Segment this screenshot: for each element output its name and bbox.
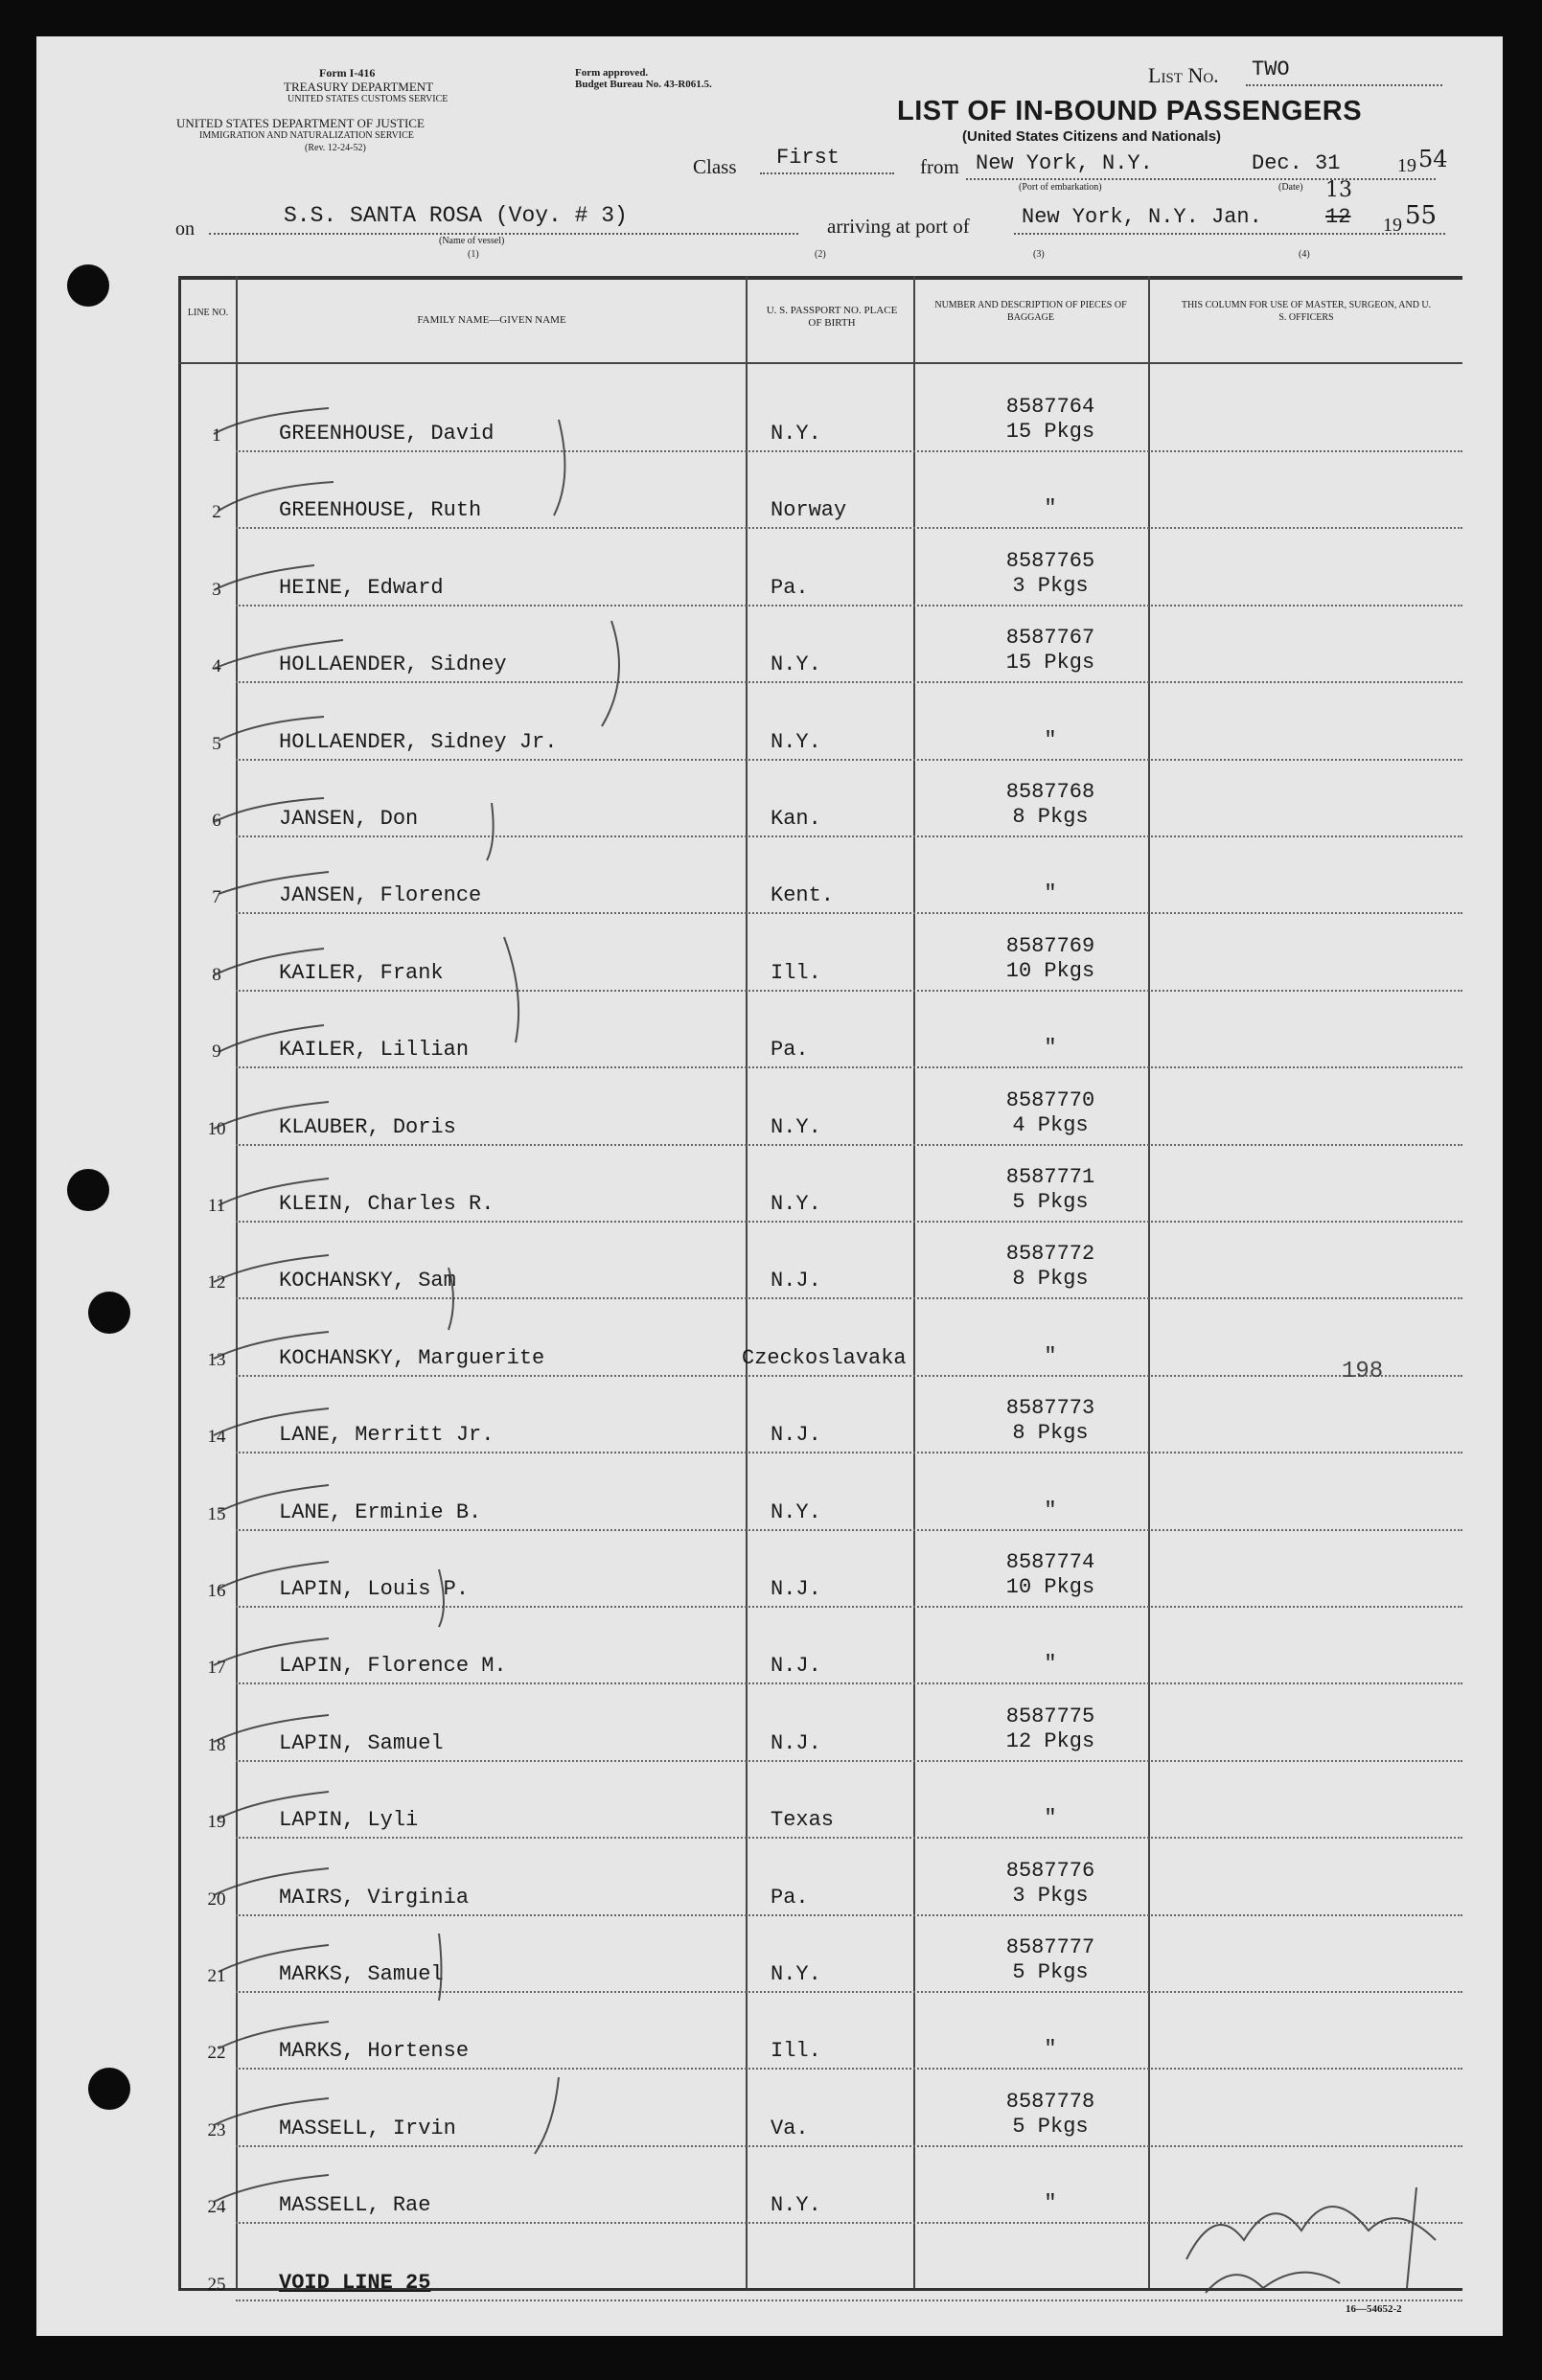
baggage-number: 8587768	[1005, 780, 1095, 804]
place-of-birth: Texas	[771, 1808, 835, 1833]
baggage-number: 8587777	[1005, 1935, 1095, 1959]
baggage-number: 8587775	[1005, 1704, 1095, 1728]
baggage-pieces: 10 Pkgs	[1005, 958, 1095, 983]
arrival-year-prefix: 19	[1383, 215, 1402, 236]
budget-bureau: Budget Bureau No. 43-R061.5.	[575, 79, 712, 90]
place-of-birth: Ill.	[771, 960, 821, 985]
line-number: 3	[212, 579, 221, 600]
passenger-name: HOLLAENDER, Sidney Jr.	[279, 729, 558, 754]
col-header-line: LINE NO.	[187, 308, 229, 318]
place-of-birth: N.Y.	[771, 1114, 821, 1139]
baggage-number: 8587774	[1005, 1550, 1095, 1574]
list-no-value: TWO	[1252, 57, 1290, 81]
from-year: 54	[1418, 146, 1448, 172]
line-number: 10	[207, 1118, 226, 1139]
manifest-page	[36, 36, 1503, 2336]
baggage-pieces: 3 Pkgs	[1012, 1883, 1089, 1908]
line-number: 12	[207, 1272, 226, 1293]
place-of-birth: N.Y.	[771, 2193, 821, 2218]
place-of-birth: N.J.	[771, 1654, 821, 1679]
place-of-birth: N.Y.	[771, 1499, 821, 1524]
line-number: 16	[207, 1581, 226, 1601]
passenger-name: GREENHOUSE, David	[279, 422, 495, 446]
from-date: Dec. 31	[1252, 151, 1341, 175]
place-of-birth: Pa.	[771, 1885, 809, 1910]
line-number: 2	[212, 502, 221, 523]
place-of-birth: Norway	[771, 498, 847, 523]
line-number: 13	[207, 1349, 226, 1370]
line-number: 21	[207, 1966, 226, 1986]
place-of-birth: Czeckoslavaka	[742, 1345, 907, 1370]
place-of-birth: N.J.	[771, 1269, 821, 1293]
line-number: 5	[212, 733, 221, 754]
place-of-birth: N.Y.	[771, 729, 821, 754]
col-header-baggage: NUMBER AND DESCRIPTION OF PIECES OF BAGGAGE	[934, 300, 1127, 323]
passenger-name: LAPIN, Samuel	[279, 1730, 444, 1755]
baggage-number: 8587772	[1005, 1242, 1095, 1267]
baggage-pieces: 8 Pkgs	[1012, 1267, 1089, 1292]
baggage-pieces: "	[1044, 496, 1057, 521]
baggage-pieces: "	[1044, 2191, 1057, 2216]
line-number: 7	[212, 887, 221, 908]
line-number: 15	[207, 1503, 226, 1524]
arrival-year: 55	[1405, 201, 1438, 230]
place-of-birth: N.J.	[771, 1577, 821, 1601]
baggage-pieces: 8 Pkgs	[1012, 805, 1089, 829]
line-number: 18	[207, 1734, 226, 1755]
baggage-pieces: 3 Pkgs	[1012, 573, 1089, 598]
place-of-birth: N.Y.	[771, 652, 821, 677]
baggage-number: 8587776	[1005, 1858, 1095, 1883]
line-number: 17	[207, 1658, 226, 1679]
line-number: 8	[212, 964, 221, 985]
line-number: 24	[207, 2197, 226, 2218]
place-of-birth: Kan.	[771, 807, 821, 831]
passenger-name: KAILER, Frank	[279, 960, 444, 985]
passenger-name: LAPIN, Lyli	[279, 1808, 419, 1833]
arrival-day-corrected: 13	[1325, 178, 1352, 202]
line-number: 4	[212, 656, 221, 677]
baggage-number: 8587770	[1005, 1087, 1095, 1112]
baggage-pieces: "	[1044, 1498, 1057, 1522]
place-of-birth: Va.	[771, 2116, 809, 2140]
baggage-pieces: 8 Pkgs	[1012, 1421, 1089, 1446]
line-number: 6	[212, 811, 221, 831]
place-of-birth: N.J.	[771, 1423, 821, 1448]
passenger-name: LANE, Merritt Jr.	[279, 1423, 495, 1448]
baggage-pieces: "	[1044, 727, 1057, 752]
check-marks	[36, 36, 1503, 2336]
baggage-pieces: 12 Pkgs	[1005, 1728, 1095, 1753]
baggage-number: 8587765	[1005, 548, 1095, 573]
pencil-check-strokes	[214, 408, 1436, 2293]
date-caption: (Date)	[1278, 182, 1303, 193]
passenger-name: HEINE, Edward	[279, 575, 444, 600]
baggage-number: 8587773	[1005, 1396, 1095, 1421]
passenger-name: LAPIN, Louis P.	[279, 1577, 470, 1601]
from-year-prefix: 19	[1397, 155, 1416, 176]
place-of-birth: Pa.	[771, 1038, 809, 1063]
list-no-label: List No.	[1148, 63, 1219, 87]
baggage-pieces: 5 Pkgs	[1012, 2114, 1089, 2139]
line-number: 11	[207, 1196, 226, 1216]
class-label: Class	[693, 155, 737, 178]
line-number: 19	[207, 1812, 226, 1833]
baggage-number: 8587767	[1005, 626, 1095, 651]
line-number: 22	[207, 2043, 226, 2064]
from-port: New York, N.Y.	[976, 151, 1153, 175]
footer-code: 16—54652-2	[1346, 2303, 1402, 2315]
place-of-birth: N.Y.	[771, 422, 821, 446]
form-number: Form I-416	[319, 66, 376, 80]
place-of-birth: Ill.	[771, 2039, 821, 2064]
place-of-birth: N.Y.	[771, 1962, 821, 1986]
baggage-pieces: "	[1044, 881, 1057, 906]
baggage-number: 8587764	[1005, 395, 1095, 419]
baggage-pieces: 5 Pkgs	[1012, 1960, 1089, 1984]
class-value: First	[776, 146, 840, 170]
treasury-department: TREASURY DEPARTMENT	[284, 80, 434, 94]
caption-2: (2)	[815, 249, 826, 260]
vessel-caption: (Name of vessel)	[439, 236, 505, 246]
line-number: 23	[207, 2119, 226, 2140]
col-header-officers: THIS COLUMN FOR USE OF MASTER, SURGEON, AND U. S. OFFICERS	[1181, 300, 1432, 323]
arrival-port: New York, N.Y. Jan.	[1022, 205, 1262, 229]
passenger-name: MARKS, Hortense	[279, 2039, 470, 2064]
passenger-name: MAIRS, Virginia	[279, 1885, 470, 1910]
baggage-number: 8587771	[1005, 1165, 1095, 1189]
arrival-day-struck: 12	[1325, 205, 1351, 229]
port-embark-caption: (Port of embarkation)	[1019, 182, 1102, 193]
caption-1: (1)	[468, 249, 479, 260]
from-label: from	[920, 155, 959, 178]
baggage-pieces: 10 Pkgs	[1005, 1575, 1095, 1599]
line-number: 20	[207, 1888, 226, 1910]
passenger-name: JANSEN, Don	[279, 807, 419, 831]
document-subtitle: (United States Citizens and Nationals)	[962, 128, 1222, 145]
line-number: 25	[207, 2274, 226, 2295]
passenger-name: KAILER, Lillian	[279, 1038, 470, 1063]
baggage-pieces: 5 Pkgs	[1012, 1190, 1089, 1214]
passenger-name: MASSELL, Rae	[279, 2193, 431, 2218]
passenger-name: KLAUBER, Doris	[279, 1114, 456, 1139]
passenger-name: HOLLAENDER, Sidney	[279, 652, 507, 677]
place-of-birth: Kent.	[771, 883, 835, 908]
baggage-pieces: 4 Pkgs	[1012, 1112, 1089, 1137]
baggage-number: 8587778	[1005, 2089, 1095, 2114]
line-number: 1	[212, 425, 221, 446]
place-of-birth: N.Y.	[771, 1192, 821, 1216]
passenger-name: GREENHOUSE, Ruth	[279, 498, 482, 523]
line-number: 14	[207, 1427, 226, 1448]
passenger-name: JANSEN, Florence	[279, 883, 482, 908]
form-approved: Form approved.	[575, 67, 649, 79]
revision-date: (Rev. 12-24-52)	[305, 143, 366, 153]
passenger-name: LANE, Erminie B.	[279, 1499, 482, 1524]
line-number: 9	[212, 1041, 221, 1063]
passenger-name: MARKS, Samuel	[279, 1962, 444, 1986]
place-of-birth: Pa.	[771, 575, 809, 600]
on-label: on	[175, 218, 195, 240]
baggage-pieces: "	[1044, 1343, 1057, 1368]
passenger-name: KOCHANSKY, Marguerite	[279, 1345, 545, 1370]
immigration-service: IMMIGRATION AND NATURALIZATION SERVICE	[199, 130, 414, 141]
passenger-name: KLEIN, Charles R.	[279, 1192, 495, 1216]
baggage-pieces: "	[1044, 1806, 1057, 1831]
document-title: LIST OF IN-BOUND PASSENGERS	[897, 96, 1363, 126]
passenger-name: VOID LINE 25	[279, 2270, 431, 2295]
caption-4: (4)	[1299, 249, 1310, 260]
customs-service: UNITED STATES CUSTOMS SERVICE	[288, 94, 449, 104]
col-header-name: FAMILY NAME—GIVEN NAME	[417, 314, 566, 326]
col-header-passport: U. S. PASSPORT NO. PLACE OF BIRTH	[766, 305, 898, 329]
baggage-pieces: 15 Pkgs	[1005, 651, 1095, 675]
baggage-pieces: 15 Pkgs	[1005, 420, 1095, 444]
arriving-label: arriving at port of	[827, 215, 970, 238]
caption-3: (3)	[1033, 249, 1045, 260]
baggage-pieces: "	[1044, 1652, 1057, 1677]
baggage-pieces: "	[1044, 1036, 1057, 1061]
baggage-number: 8587769	[1005, 933, 1095, 958]
passenger-name: KOCHANSKY, Sam	[279, 1269, 456, 1293]
officer-note: 198	[1342, 1359, 1384, 1385]
department-of-justice: UNITED STATES DEPARTMENT OF JUSTICE	[176, 116, 425, 130]
baggage-pieces: "	[1044, 2037, 1057, 2062]
place-of-birth: N.J.	[771, 1730, 821, 1755]
passenger-name: MASSELL, Irvin	[279, 2116, 456, 2140]
passenger-name: LAPIN, Florence M.	[279, 1654, 507, 1679]
vessel-name: S.S. SANTA ROSA (Voy. # 3)	[284, 203, 628, 228]
